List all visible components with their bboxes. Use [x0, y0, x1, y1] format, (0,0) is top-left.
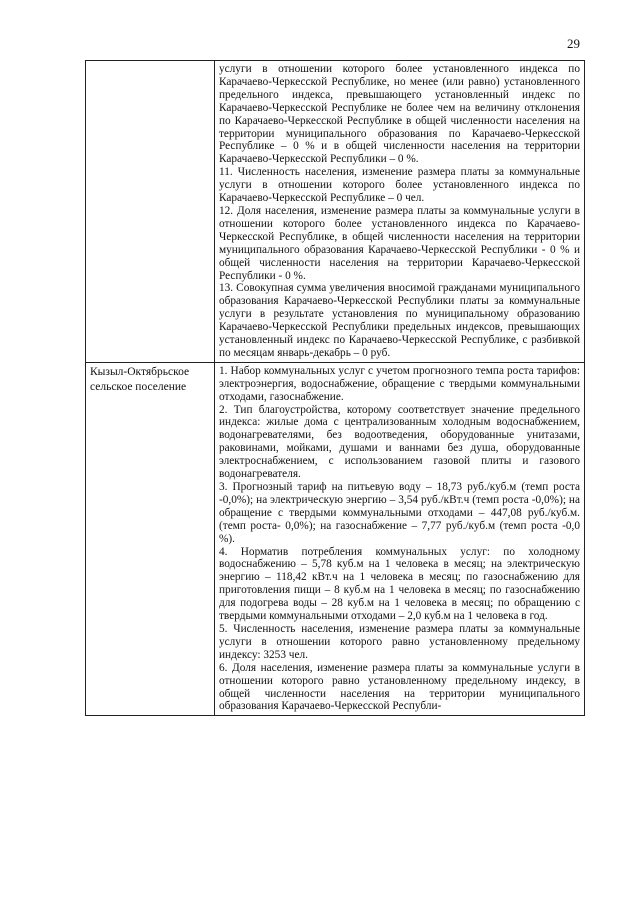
- paragraph: 3. Прогнозный тариф на питьевую воду – 18,73 руб./куб.м (темп роста -0,0%); на электрическую энергию – 3,54 руб./кВт.ч (темп роста -0,0%); на обращение с твердыми коммунальными отходами – 447,08 руб./куб.м. (темп роста- 0,0%); на газоснабжение – 7,77 руб./куб.м (темп роста -0,0 %).: [219, 481, 580, 545]
- paragraph: 4. Норматив потребления коммунальных услуг: по холодному водоснабжению – 5,78 куб.м на 1 человека в месяц; на электрическую энергию – 118,42 кВт.ч на 1 человека в месяц; по газоснабжению для приготовления пищи – 8 куб.м на 1 человека в месяц; по газоснабжению для подогрева воды – 28 куб.м на 1 человека в месяц; по обращению с твердыми коммунальными отходами – 2,0 куб.м на 1 человека в год.: [219, 545, 580, 623]
- paragraph: 5. Численность населения, изменение размера платы за коммунальные услуги в отношении которого равно установленному предельному индексу: 3253 чел.: [219, 622, 580, 661]
- paragraph: 2. Тип благоустройства, которому соответствует значение предельного индекса: жилые дома с централизованным холодным водоснабжением, водонагревателями, без водоотведения, оборудованные унитазами, раковинами, мойками, душами и ваннами без душа, оборудованные электроснабжением, с использованием газовой плиты и газового водонагревателя.: [219, 403, 580, 481]
- page-number: 29: [567, 36, 580, 51]
- table-row: [86, 61, 585, 363]
- paragraph: 11. Численность населения, изменение размера платы за коммунальные услуги в отношении которого более установленного индекса по Карачаево-Черкесской Республике – 0 чел.: [219, 166, 580, 205]
- paragraph: 13. Совокупная сумма увеличения вносимой гражданами муниципального образования Карачаево-Черкесской Республики платы за коммунальные услуги в результате установления по муниципальному образованию Карачаево-Черкесской Республики предельных индексов, превышающих установленный индекс по Карачаево-Черкесской Республике, с разбивкой по месяцам январь-декабрь – 0 руб.: [219, 282, 580, 359]
- paragraph: 1. Набор коммунальных услуг с учетом прогнозного темпа роста тарифов: электроэнергия, водоснабжение, обращение с твердыми коммунальными отходами, газоснабжение.: [219, 364, 580, 403]
- paragraph: 12. Доля населения, изменение размера платы за коммунальные услуги в отношении которого более установленного индекса по Карачаево-Черкесской Республике, в общей численности населения на территории муниципального образования Карачаево-Черкесской Республики - 0 % и общей численности населения на территории Карачаево-Черкесской Республики - 0 %.: [219, 204, 580, 282]
- paragraph: услуги в отношении которого более установленного индекса по Карачаево-Черкесской Республике, но менее (или равно) установленного предельного индекса, превышающего установленный индекс по Карачаево-Черкесской Республике не более чем на величину отклонения по Карачаево-Черкесской Республике в общей численности населения на территории муниципального образования по Карачаево-Черкесской Республике – 0 % и в общей численности населения на территории Карачаево-Черкесской Республики – 0 %.: [219, 63, 580, 166]
- indicators-cell: [215, 362, 585, 715]
- paragraph: 6. Доля населения, изменение размера платы за коммунальные услуги в отношении которого равно установленному предельному индексу, в общей численности населения на территории муниципального образования Карачаево-Черкесской Республи-: [219, 661, 580, 713]
- municipality-name-cell: [86, 61, 215, 363]
- document-table: [85, 60, 585, 716]
- table-row: [86, 362, 585, 715]
- municipality-name-cell: Кызыл-Октябрьское сельское поселение: [86, 362, 215, 715]
- indicators-cell: [215, 61, 585, 363]
